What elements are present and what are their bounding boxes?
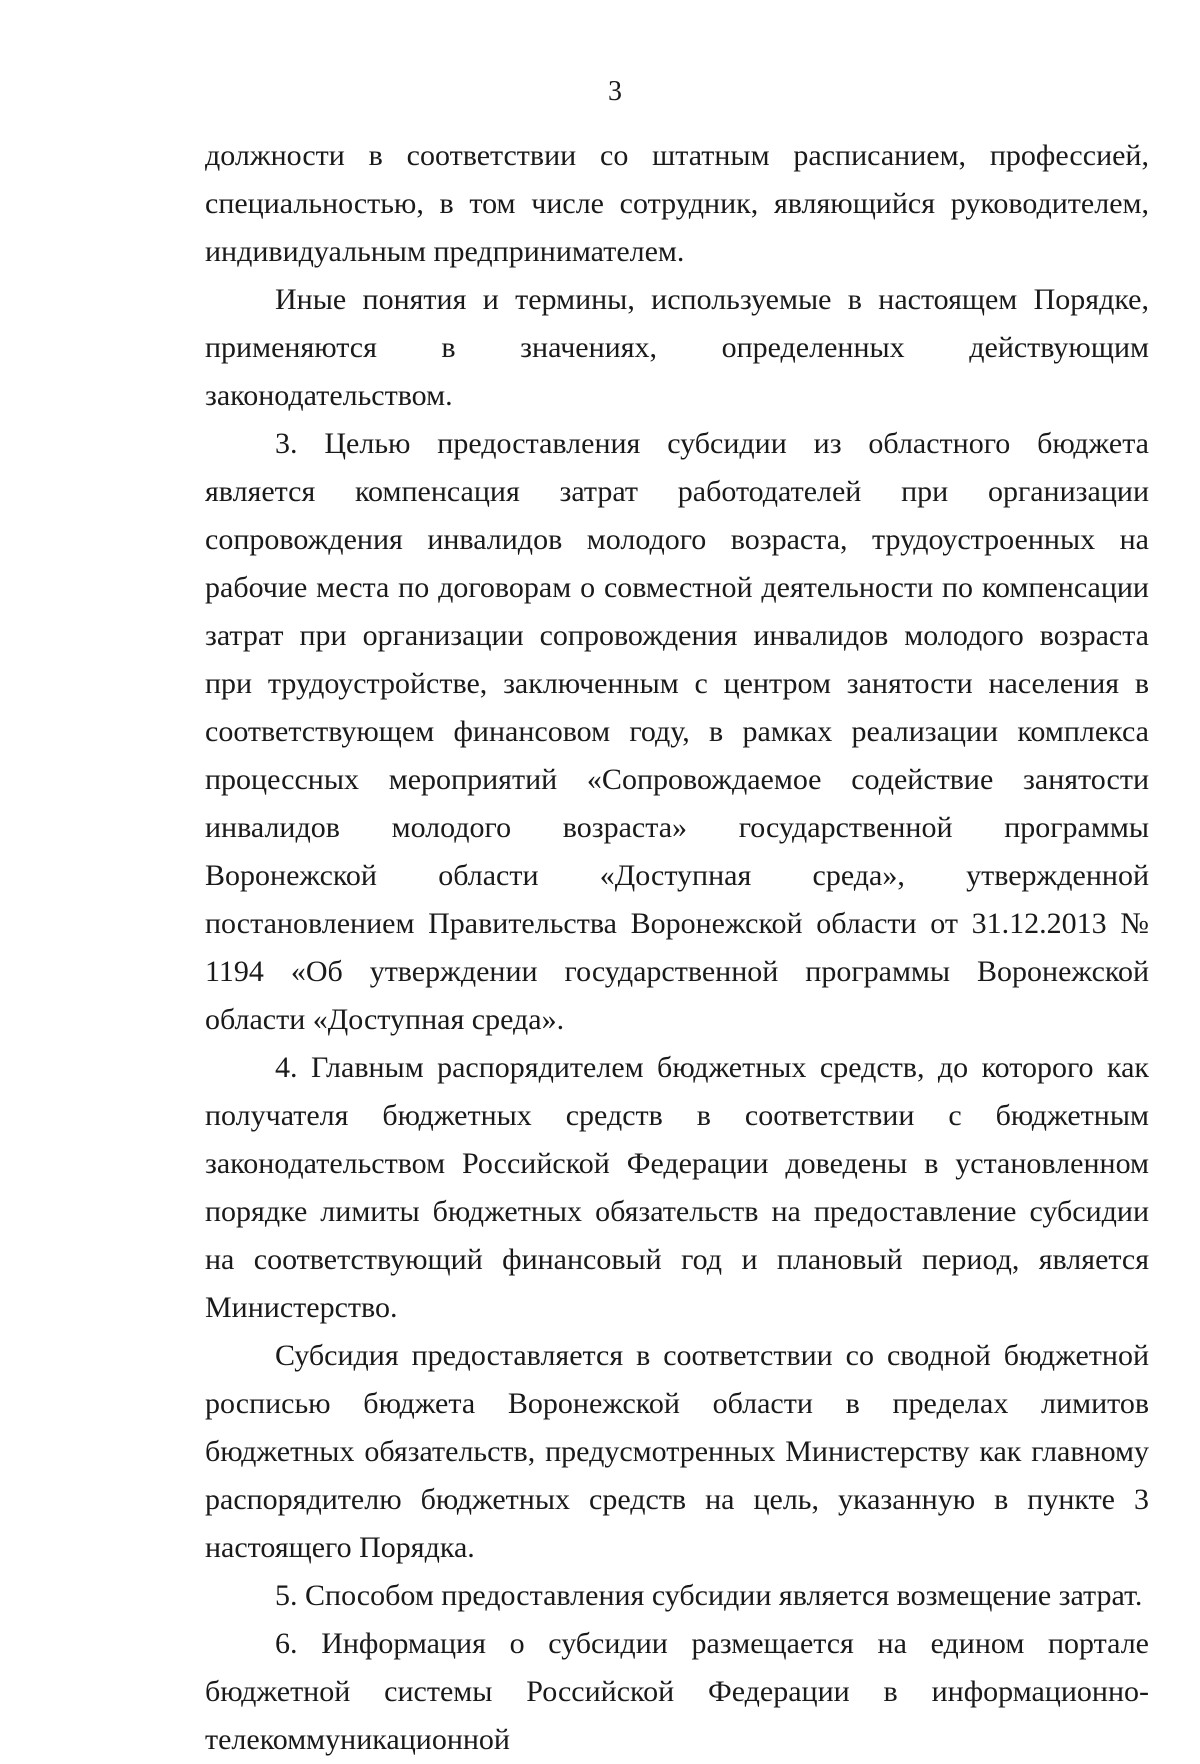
document-body: [205, 132, 1149, 1764]
paragraph-subsidy: Субсидия предоставляется в соответствии со сводной бюджетной росписью бюджета Воронежской области в пределах лимитов бюджетных обязательств, предусмотренных Министерству как главному распорядителю бюджетных средств на цель, указанную в пункте 3 настоящего Порядка.: [205, 1339, 1149, 1564]
paragraph-other-terms: Иные понятия и термины, используемые в настоящем Порядке, применяются в значениях, определенных действующим законодательством.: [205, 283, 1149, 412]
paragraph-continuation: должности в соответствии со штатным расписанием, профессией, специальностью, в том числе сотрудник, являющийся руководителем, индивидуальным предпринимателем.: [205, 139, 1149, 268]
paragraph-item-4: 4. Главным распорядителем бюджетных средств, до которого как получателя бюджетных средств в соответствии с бюджетным законодательством Российской Федерации доведены в установленном порядке лимиты бюджетных обязательств на предоставление субсидии на соответствующий финансовый год и плановый период, является Министерство.: [205, 1051, 1149, 1324]
paragraph-item-6: 6. Информация о субсидии размещается на едином портале бюджетной системы Российской Федерации в информационно-телекоммуникационной: [205, 1627, 1149, 1756]
paragraph-item-5: 5. Способом предоставления субсидии является возмещение затрат.: [275, 1579, 1143, 1612]
page-number: 3: [608, 76, 622, 107]
paragraph-item-3: 3. Целью предоставления субсидии из областного бюджета является компенсация затрат работодателей при организации сопровождения инвалидов молодого возраста, трудоустроенных на рабочие места по договорам о совместной деятельности по компенсации затрат при организации сопровождения инвалидов молодого возраста при трудоустройстве, заключенным с центром занятости населения в соответствующем финансовом году, в рамках реализации комплекса процессных мероприятий «Сопровождаемое содействие занятости инвалидов молодого возраста» государственной программы Воронежской области «Доступная среда», утвержденной постановлением Правительства Воронежской области от 31.12.2013 № 1194 «Об утверждении государственной программы Воронежской области «Доступная среда».: [205, 427, 1149, 1036]
